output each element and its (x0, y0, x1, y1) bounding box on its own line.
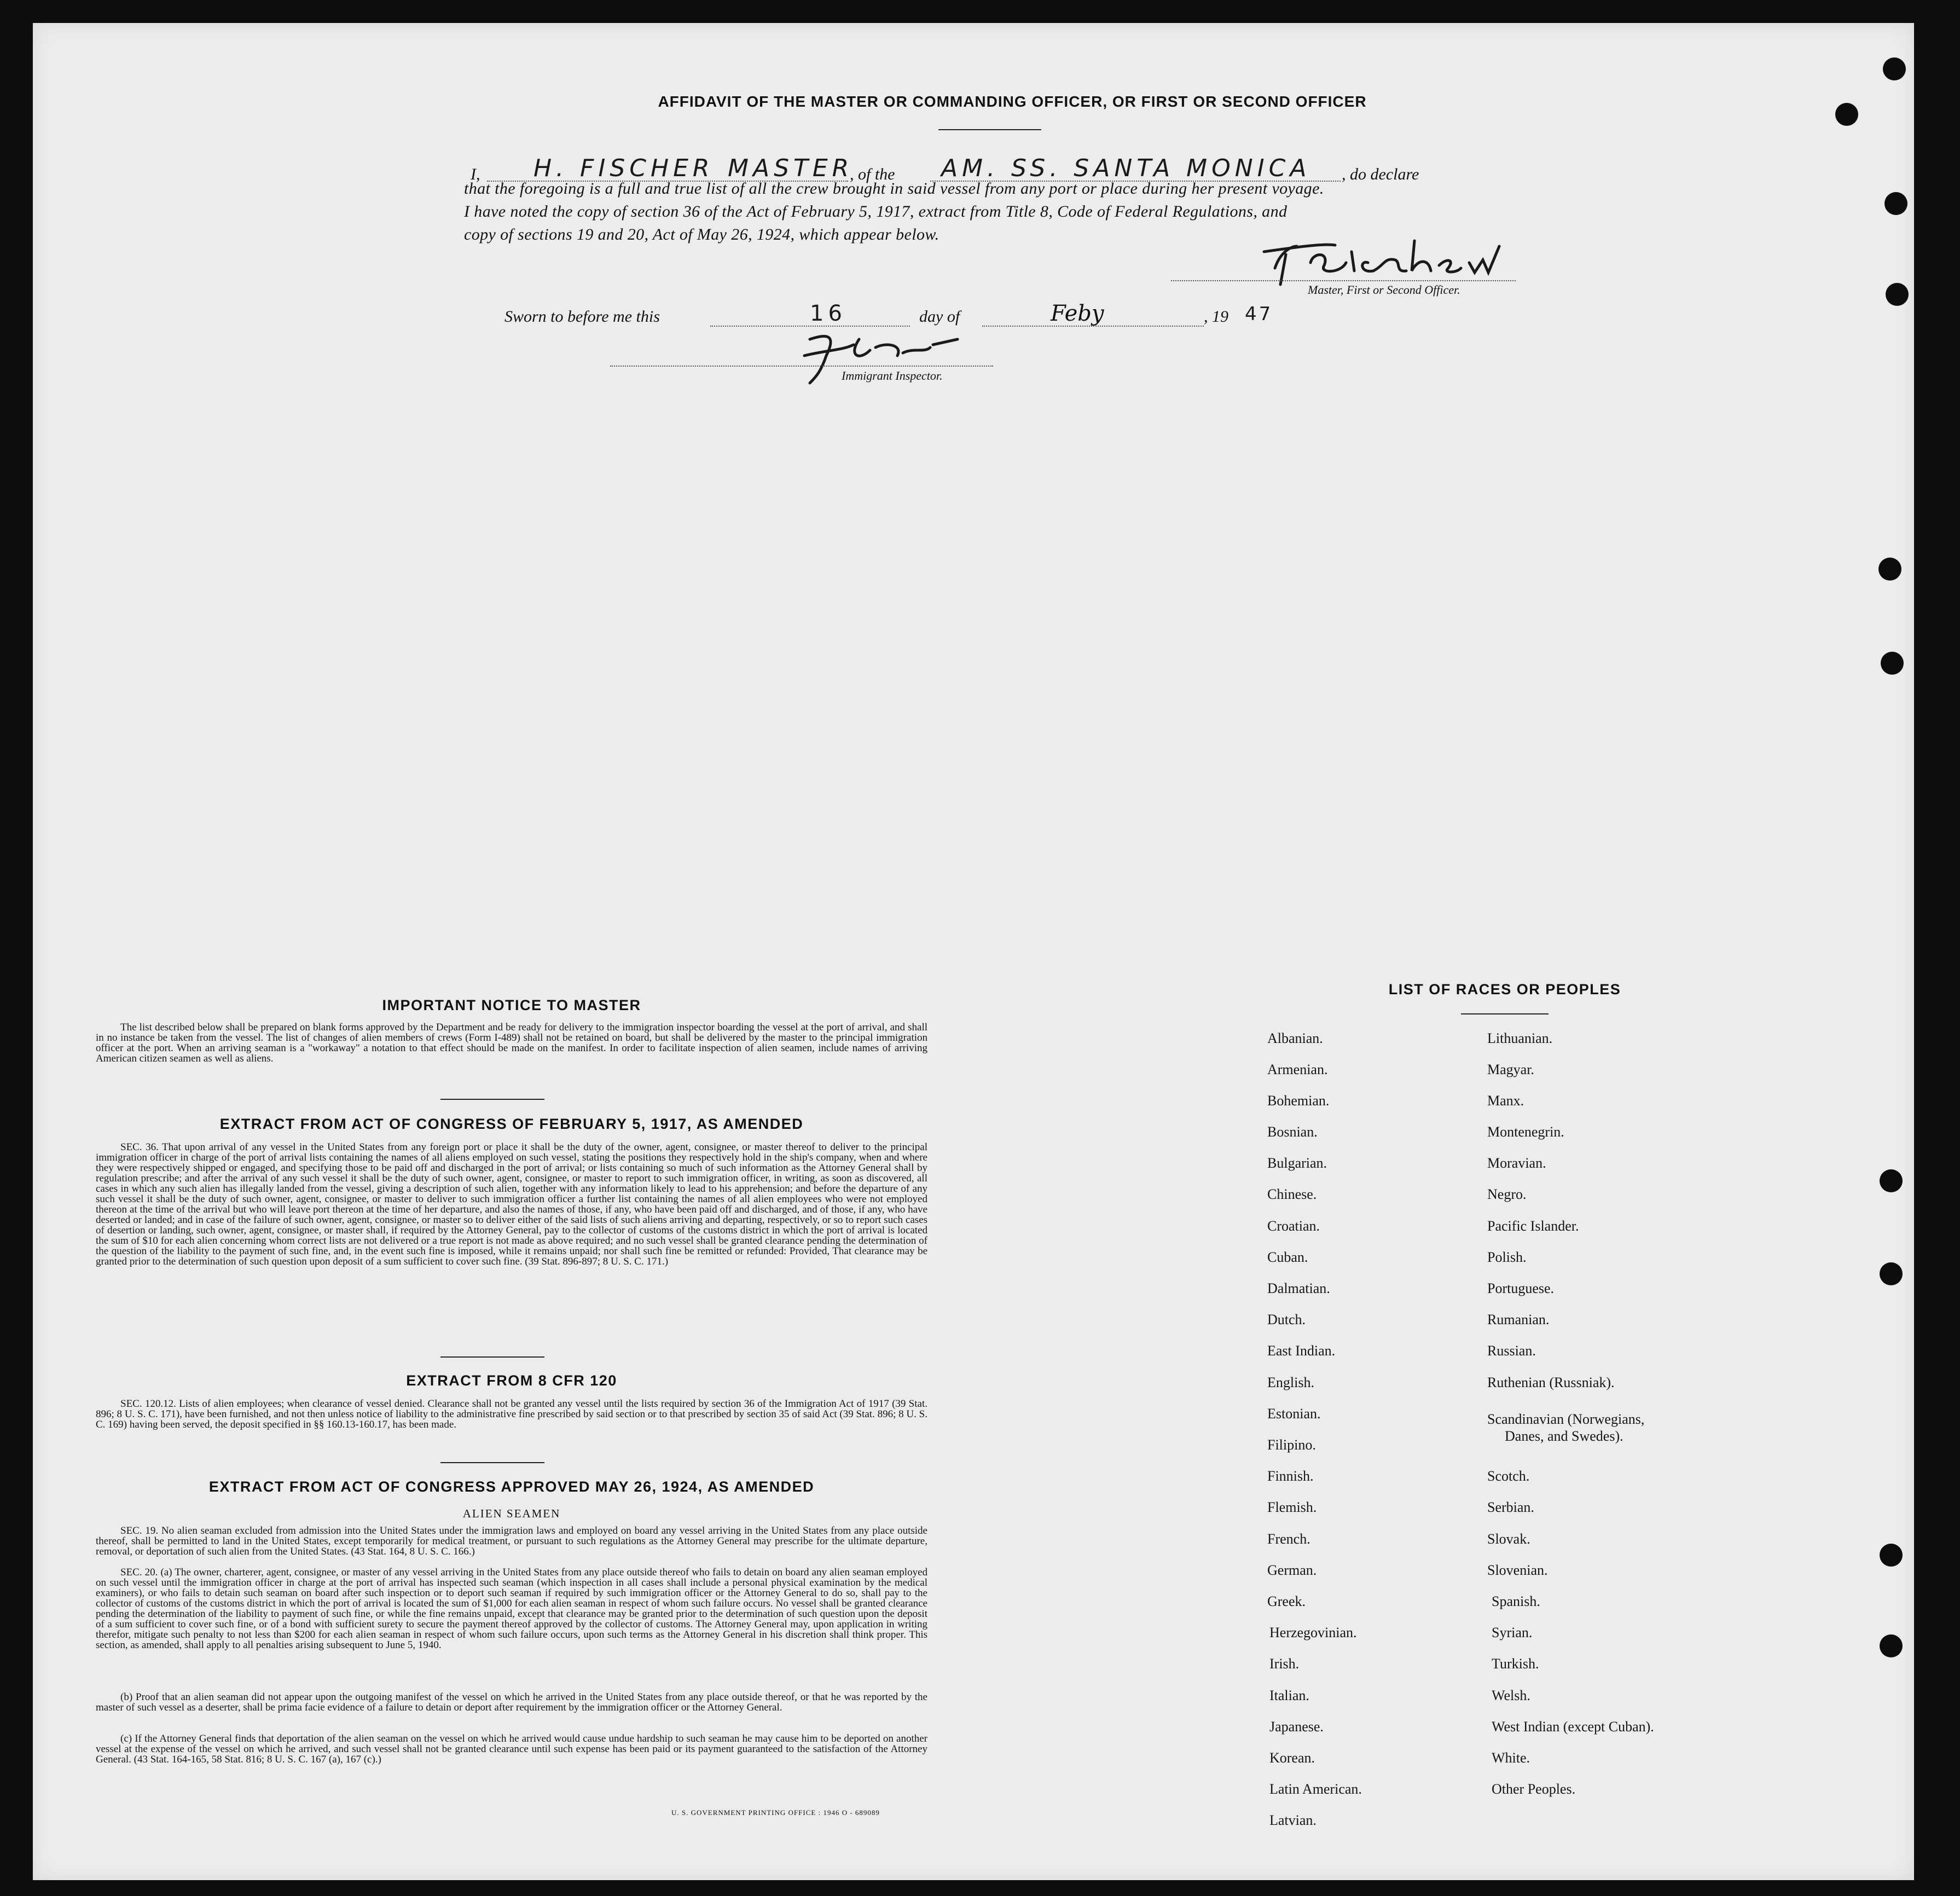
race-item: Dalmatian. (1267, 1280, 1330, 1296)
race-item: Rumanian. (1487, 1312, 1550, 1327)
race-item: Welsh. (1492, 1688, 1530, 1703)
race-item: Turkish. (1492, 1656, 1539, 1672)
race-item: Spanish. (1492, 1593, 1540, 1609)
race-item: Pacific Islander. (1487, 1218, 1579, 1234)
race-item: Italian. (1269, 1688, 1309, 1703)
extract-1917-text: SEC. 36. That upon arrival of any vessel in the United States from any foreign port or place it shall be the duty of the owner, agent, consignee, or master thereof to deliver to the principal immigration officer in charge of the port of arrival lists containing the names of all aliens employed on such vessel, stating the positions they respectively hold in the ship's company, when and where they were respectively shipped or engaged, and specifying those to be paid off and discharged in the port of arrival; or lists containing so much of such information as the Attorney General shall by regulation prescribe; and after the arrival of any such vessel it shall be the duty of such owner, agent, consignee, or master to report to such immigration officer, in writing, as soon as discovered, all cases in which any such alien has illegally landed from the vessel, giving a description of such alien, together with any information likely to lead to his apprehension; and before the departure of any such vessel it shall be the duty of such owner, agent, consignee, or master to deliver to such immigration officer a further list containing the names of all alien employees who were not employed thereon at the time of the arrival but who will leave port thereon at the time of her departure, and also the names of those, if any, who have been paid off and discharged, and of those, if any, who have deserted or landed; and in case of the failure of such owner, agent, consignee, or master so to deliver either of the said lists of such aliens arriving and departing, respectively, or so to report such cases of desertion or landing, such owner, agent, consignee, or master shall, if required by the Attorney General, pay to the collector of customs of the customs district in which the port of arrival is located the sum of $10 for each alien concerning whom correct lists are not delivered or a true report is not made as above required; and no such vessel shall be granted clearance pending the determination of the question of the liability to the payment of such fine, and, in the event such fine is imposed, while it remains unpaid; nor shall such fine be remitted or refunded: Provided, That clearance may be granted prior to the determination of such question upon deposit of a sum sufficient to cover such fine. (39 Stat. 896-897; 8 U. S. C. 171.) (96, 1141, 927, 1267)
divider (440, 1356, 544, 1358)
race-item: Scandinavian (Norwegians, (1487, 1411, 1645, 1427)
handwritten-name: H. FISCHER (534, 154, 714, 182)
alien-seamen-subheading: ALIEN SEAMEN (462, 1507, 561, 1520)
race-item: Montenegrin. (1487, 1124, 1564, 1140)
race-item: Greek. (1267, 1593, 1306, 1609)
punch-hole (1880, 1169, 1903, 1192)
sworn-prefix: Sworn to before me this (505, 308, 660, 326)
race-item: Dutch. (1267, 1312, 1306, 1327)
race-item: Ruthenian (Russniak). (1487, 1375, 1615, 1390)
race-item: Albanian. (1267, 1030, 1323, 1046)
affidavit-title: AFFIDAVIT OF THE MASTER OR COMMANDING OFFICER, OR FIRST OR SECOND OFFICER (658, 93, 1367, 110)
sec19-text: SEC. 19. No alien seaman excluded from admission into the United States under the immigration laws and employed on board any vessel arriving in the United States from any place outside thereof, shall be permitted to land in the United States, except temporarily for medical treatment, or pursuant to such regulations as the Attorney General may prescribe for the ultimate departure, removal, or deportation of such alien from the United States. (43 Stat. 164, 8 U. S. C. 166.) (96, 1525, 927, 1557)
punch-hole (1835, 103, 1858, 126)
extract-1917-heading: EXTRACT FROM ACT OF CONGRESS OF FEBRUARY 5, 1917, AS AMENDED (219, 1116, 804, 1132)
race-item: German. (1267, 1562, 1317, 1578)
extract-1924-heading: EXTRACT FROM ACT OF CONGRESS APPROVED MAY 26, 1924, AS AMENDED (208, 1478, 815, 1495)
affidavit-line3: I have noted the copy of section 36 of the Act of February 5, 1917, extract from Title 8, Code of Federal Regulations, and (464, 202, 1288, 221)
race-item: Polish. (1487, 1249, 1527, 1265)
sec20c-text: (c) If the Attorney General finds that deportation of the alien seaman on the vessel on which he arrived would cause undue hardship to such seaman he may cause him to be deported on another vessel at the expense of the vessel on which he arrived, and such vessel shall not be granted clearance until such expense has been paid or its payment guaranteed to the satisfaction of the Attorney General. (43 Stat. 164-165, 58 Stat. 816; 8 U. S. C. 167 (a), 167 (c).) (96, 1733, 927, 1765)
punch-hole (1881, 652, 1904, 675)
signature-line (1171, 280, 1516, 281)
of-the-text: , of the (850, 165, 895, 183)
race-item: Syrian. (1492, 1625, 1533, 1640)
punch-hole (1884, 192, 1907, 215)
day-of-text: day of (919, 308, 960, 326)
affidavit-line2: that the foregoing is a full and true list of all the crew brought in said vessel from any port or place during her present voyage. (464, 179, 1324, 198)
race-item: Manx. (1487, 1093, 1524, 1109)
race-item: White. (1492, 1750, 1530, 1766)
signature-label: Master, First or Second Officer. (1308, 283, 1460, 297)
race-item: Portuguese. (1487, 1280, 1555, 1296)
race-item: Finnish. (1267, 1468, 1314, 1484)
punch-hole (1878, 558, 1901, 581)
punch-hole (1880, 1634, 1903, 1657)
race-item: Slovenian. (1487, 1562, 1548, 1578)
race-item: Latin American. (1269, 1781, 1362, 1797)
race-item: Moravian. (1487, 1155, 1546, 1171)
line1-prefix: I, (471, 165, 480, 183)
race-item: Latvian. (1269, 1812, 1317, 1828)
race-item: Herzegovinian. (1269, 1625, 1357, 1640)
race-item: Croatian. (1267, 1218, 1320, 1234)
handwritten-month: Feby (1051, 301, 1104, 326)
punch-hole (1886, 283, 1909, 306)
race-item: Armenian. (1267, 1062, 1328, 1077)
race-item: West Indian (except Cuban). (1492, 1719, 1654, 1735)
race-item: Flemish. (1267, 1499, 1317, 1515)
races-underline (1461, 1013, 1549, 1014)
race-item: Danes, and Swedes). (1505, 1428, 1623, 1444)
race-item: Magyar. (1487, 1062, 1534, 1077)
punch-hole (1880, 1262, 1903, 1285)
do-declare-text: , do declare (1342, 165, 1419, 183)
cfr-text: SEC. 120.12. Lists of alien employees; when clearance of vessel denied. Clearance shall not be granted any vessel until the lists required by section 36 of the Immigration Act of 1917 (39 Stat. 896; 8 U. S. C. 171), have been furnished, and not then unless notice of liability to the administrative fine prescribed by said section or to that prescribed by section 35 of said Act (39 Stat. 896; 8 U. S. C. 169) having been served, the deposit specified in §§ 160.13-160.17, has been made. (96, 1398, 927, 1430)
race-item: Bulgarian. (1267, 1155, 1327, 1171)
race-item: Other Peoples. (1492, 1781, 1576, 1797)
handwritten-vessel: AM. SS. SANTA MONICA (941, 154, 1311, 182)
race-item: Bosnian. (1267, 1124, 1318, 1140)
sec20a-text: SEC. 20. (a) The owner, charterer, agent, consignee, or master of any vessel arriving in the United States from any place outside thereof who fails to detain on board any alien seaman employed on such vessel until the immigration officer in charge at the port of arrival has inspected such seaman (which inspection in all cases shall include a personal physical examination by the medical examiners), or who fails to detain such seaman on board after such inspection or to deport such seaman if required by such immigration officer or the Attorney General to do so, shall pay to the collector of customs of the customs district in which the port of arrival is located the sum of $1,000 for each alien seaman in respect of whom such failure occurs. No vessel shall be granted clearance pending the determination of the liability to payment of such fine, or while the fine remains unpaid, except that clearance may be granted prior to the determination of such question upon the deposit of a sum sufficient to cover such fine, or of a bond with sufficient surety to secure the payment thereof approved by the collector of customs. The Attorney General may, upon application in writing therefor, mitigate such penalty to not less than $200 for each alien seaman in respect of whom such failure occurs, upon such terms as the Attorney General in his discretion shall think proper. This section, as amended, shall apply to all penalties arising subsequent to June 5, 1940. (96, 1567, 927, 1651)
race-item: Filipino. (1267, 1437, 1316, 1453)
race-item: Irish. (1269, 1656, 1300, 1672)
notice-heading: IMPORTANT NOTICE TO MASTER (382, 997, 641, 1013)
year-prefix: , 19 (1204, 308, 1228, 326)
divider (440, 1462, 544, 1463)
title-underline (938, 129, 1041, 130)
race-item: Estonian. (1267, 1406, 1321, 1422)
race-item: Chinese. (1267, 1186, 1317, 1202)
cfr-heading: EXTRACT FROM 8 CFR 120 (406, 1372, 617, 1389)
race-item: Cuban. (1267, 1249, 1308, 1265)
document-page (33, 23, 1914, 1880)
punch-hole (1880, 1544, 1903, 1567)
inspector-line (610, 366, 993, 367)
notice-text: The list described below shall be prepared on blank forms approved by the Department and be ready for delivery to the immigration inspector boarding the vessel at the port of arrival, and shall in no instance be taken from the vessel. The list of changes of alien members of crews (Form I-489) shall not be retained on board, but shall be delivered by the master to the principal immigration officer at the port. When an arriving seaman is a "workaway" a notation to that effect should be made on the manifest. In order to facilitate inspection of alien seamen, include names of arriving American citizen seamen as well as aliens. (96, 1022, 927, 1064)
handwritten-rank: MASTER (728, 154, 854, 182)
race-item: Korean. (1269, 1750, 1315, 1766)
race-item: Serbian. (1487, 1499, 1534, 1515)
race-item: Russian. (1487, 1343, 1536, 1359)
inspector-label: Immigrant Inspector. (842, 369, 943, 382)
race-item: Bohemian. (1267, 1093, 1330, 1109)
divider (440, 1099, 544, 1100)
handwritten-day: 16 (810, 301, 846, 326)
race-item: East Indian. (1267, 1343, 1336, 1359)
handwritten-year: 47 (1245, 303, 1273, 325)
affidavit-line4: copy of sections 19 and 20, Act of May 26, 1924, which appear below. (464, 225, 940, 243)
race-item: Scotch. (1487, 1468, 1530, 1484)
sec20b-text: (b) Proof that an alien seaman did not appear upon the outgoing manifest of the vessel on which he arrived in the United States from any place outside thereof, or that he was reported by the master of such vessel as a deserter, shall be prima facie evidence of a failure to detain or deport after requirement by the immigration officer or the Attorney General. (96, 1691, 927, 1713)
race-item: Japanese. (1269, 1719, 1324, 1735)
race-item: Slovak. (1487, 1531, 1530, 1547)
printer-imprint: U. S. GOVERNMENT PRINTING OFFICE : 1946 O - 689089 (671, 1808, 880, 1817)
races-heading: LIST OF RACES OR PEOPLES (1388, 981, 1621, 998)
race-item: Lithuanian. (1487, 1030, 1553, 1046)
race-item: Negro. (1487, 1186, 1527, 1202)
race-item: English. (1267, 1375, 1314, 1390)
race-item: French. (1267, 1531, 1310, 1547)
punch-hole (1883, 57, 1906, 80)
